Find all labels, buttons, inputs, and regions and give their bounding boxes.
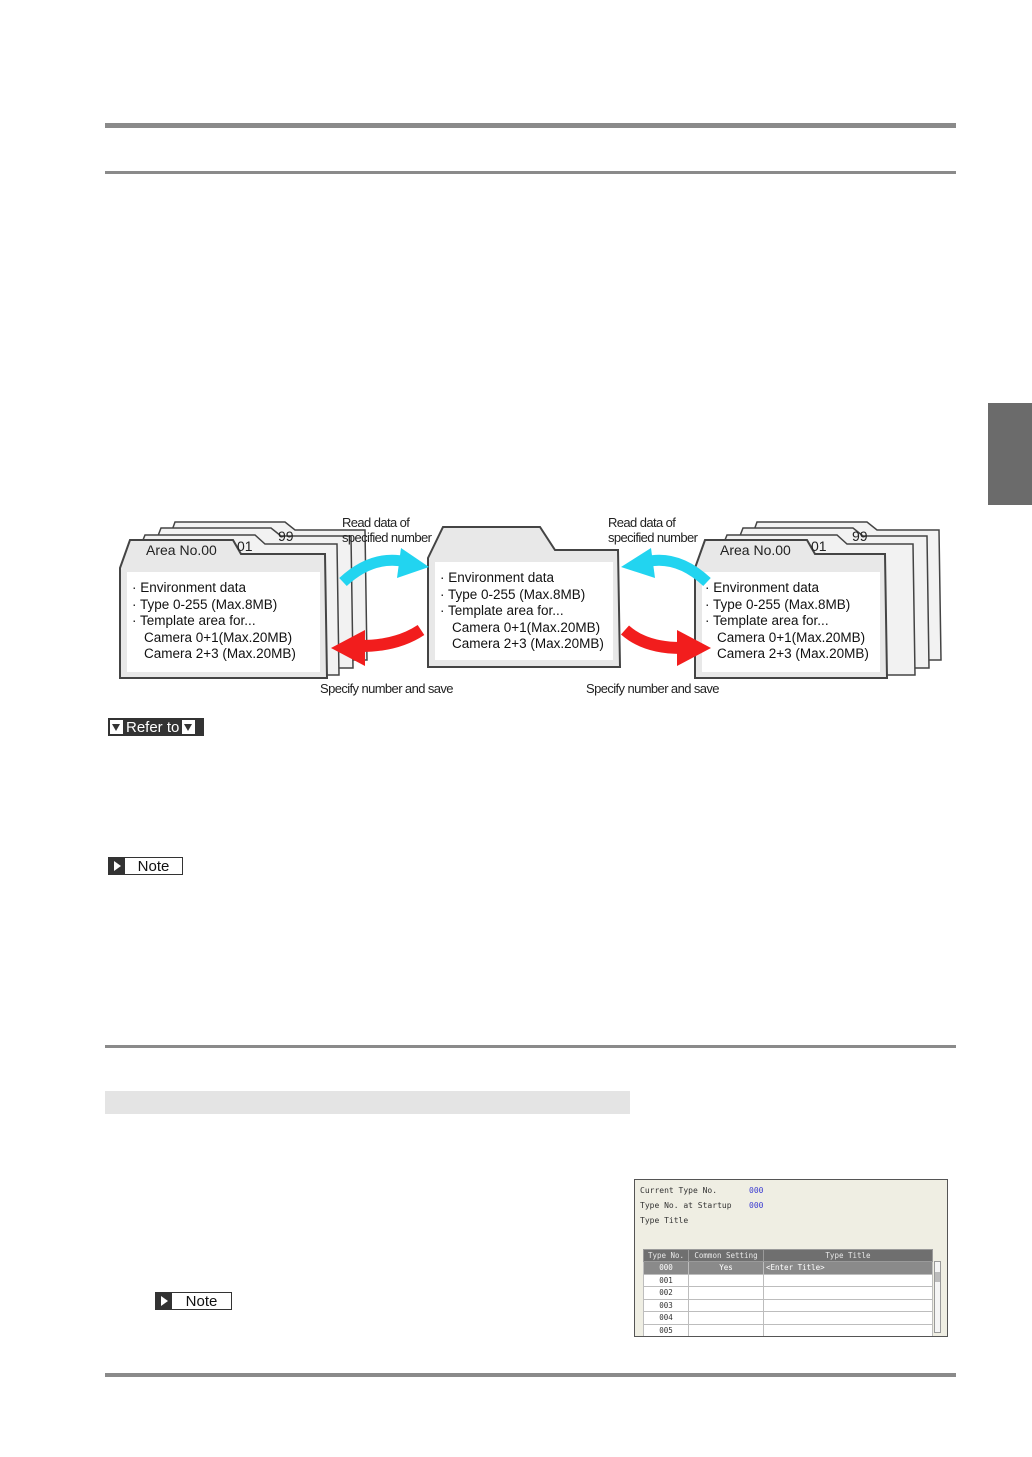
center-card-contents — [440, 570, 604, 653]
center-card-line: · Template area for... — [440, 603, 564, 618]
startup-type-label: Type No. at Startup — [640, 1201, 732, 1210]
cell-common — [689, 1287, 764, 1300]
right-area-back-label-01: 01 — [811, 538, 827, 554]
cell-title — [764, 1324, 933, 1337]
right-card-line: · Type 0-255 (Max.8MB) — [705, 596, 851, 612]
left-card-line: Camera 2+3 (Max.20MB) — [144, 646, 296, 661]
read-label-right-line1: Read data of — [608, 515, 676, 530]
center-card-line: · Type 0-255 (Max.8MB) — [440, 586, 586, 602]
cell-title — [764, 1274, 933, 1287]
center-card-line: Camera 2+3 (Max.20MB) — [452, 636, 604, 651]
read-label-left-line2: specified number — [342, 530, 432, 545]
read-label-left — [342, 515, 431, 545]
table-row[interactable] — [644, 1312, 933, 1325]
current-type-label: Current Type No. — [640, 1186, 718, 1195]
read-arrow-right — [621, 548, 707, 582]
data-area-diagram — [115, 510, 945, 710]
type-table — [643, 1249, 933, 1337]
table-row[interactable] — [644, 1299, 933, 1312]
cell-type-no: 001 — [644, 1274, 689, 1287]
right-card-contents — [705, 580, 869, 663]
save-label-left: Specify number and save — [320, 681, 453, 696]
center-card-line: Camera 0+1(Max.20MB) — [452, 619, 601, 635]
left-card-line: · Template area for... — [132, 613, 256, 628]
left-area-back-label-01: 01 — [237, 538, 253, 554]
cell-type-no: 004 — [644, 1312, 689, 1325]
table-row[interactable] — [644, 1274, 933, 1287]
top-rule-thick — [105, 123, 956, 128]
section-rule — [105, 1045, 956, 1048]
note-label: Note — [137, 857, 170, 875]
cell-title — [764, 1299, 933, 1312]
type-settings-screenshot — [634, 1179, 948, 1337]
center-card-line: · Environment data — [440, 570, 555, 585]
left-area-back-label-99: 99 — [278, 528, 294, 544]
read-label-left-line1: Read data of — [342, 515, 410, 530]
left-card-line: · Type 0-255 (Max.8MB) — [132, 596, 278, 612]
startup-type-value: 000 — [749, 1201, 764, 1210]
play-arrow-icon — [156, 1293, 172, 1309]
bottom-rule — [105, 1373, 956, 1377]
subheading-band — [105, 1091, 630, 1114]
down-triangle-icon — [110, 720, 123, 734]
right-card-line: · Template area for... — [705, 613, 829, 628]
cell-common — [689, 1274, 764, 1287]
cell-type-no: 002 — [644, 1287, 689, 1300]
column-header: Type No. — [644, 1250, 689, 1262]
cell-title — [764, 1312, 933, 1325]
scrollbar-thumb[interactable] — [935, 1272, 940, 1282]
right-card-line: Camera 0+1(Max.20MB) — [717, 629, 866, 645]
left-card-line: · Environment data — [132, 580, 247, 595]
read-label-right-line2: specified number — [608, 530, 698, 545]
refer-to-badge[interactable] — [108, 718, 204, 736]
left-area-tab-label: Area No.00 — [146, 542, 217, 558]
note-badge — [108, 857, 183, 875]
read-label-right — [608, 515, 697, 545]
cell-common: Yes — [689, 1262, 764, 1275]
right-card-line: Camera 2+3 (Max.20MB) — [717, 646, 869, 661]
left-card-line: Camera 0+1(Max.20MB) — [144, 629, 293, 645]
table-row[interactable] — [644, 1262, 933, 1275]
cell-type-no: 005 — [644, 1324, 689, 1337]
cell-type-no: 003 — [644, 1299, 689, 1312]
left-card-contents — [132, 580, 296, 663]
current-type-value: 000 — [749, 1186, 764, 1195]
save-label-right: Specify number and save — [586, 681, 719, 696]
note-label: Note — [185, 1292, 218, 1310]
right-area-tab-label: Area No.00 — [720, 542, 791, 558]
right-card-line: · Environment data — [705, 580, 820, 595]
chapter-tab — [988, 403, 1032, 505]
table-header — [644, 1250, 933, 1262]
down-triangle-icon — [182, 720, 195, 734]
column-header: Common Setting — [689, 1250, 764, 1262]
cell-common — [689, 1299, 764, 1312]
right-area-back-label-99: 99 — [852, 528, 868, 544]
cell-common — [689, 1312, 764, 1325]
type-title-label: Type Title — [640, 1216, 689, 1225]
table-scrollbar[interactable] — [934, 1261, 941, 1333]
cell-common — [689, 1324, 764, 1337]
play-arrow-icon — [109, 858, 125, 874]
table-row[interactable] — [644, 1324, 933, 1337]
cell-type-no: 000 — [644, 1262, 689, 1275]
top-rule-thin — [105, 171, 956, 174]
cell-title — [764, 1287, 933, 1300]
table-row[interactable] — [644, 1287, 933, 1300]
refer-to-label: Refer to — [126, 718, 180, 736]
column-header: Type Title — [764, 1250, 933, 1262]
note-badge-2 — [155, 1292, 232, 1310]
cell-title: <Enter Title> — [764, 1262, 933, 1275]
